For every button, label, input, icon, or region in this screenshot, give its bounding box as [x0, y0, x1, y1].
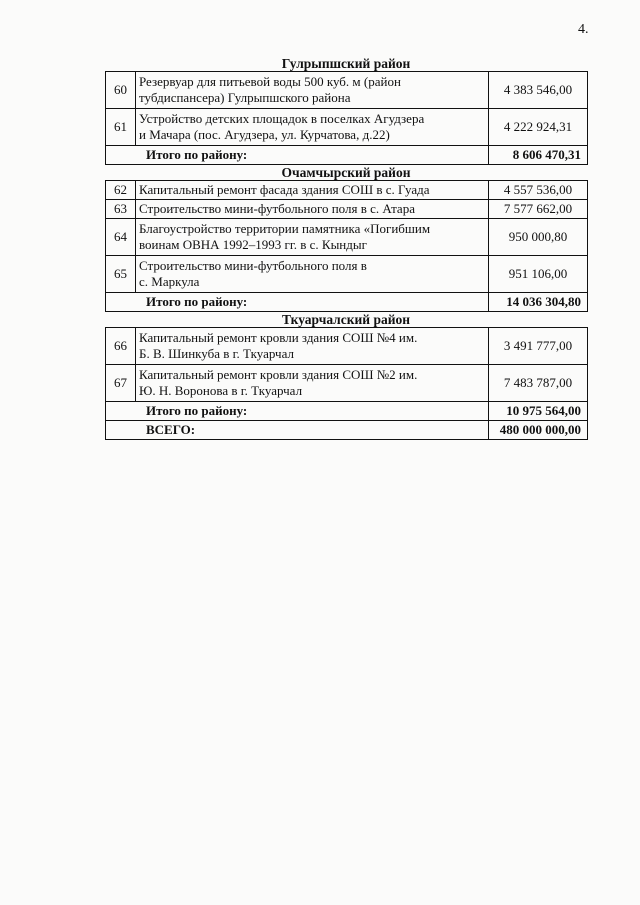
grand-total-row [106, 421, 588, 440]
row-number: 62 [106, 181, 136, 200]
row-amount: 951 106,00 [489, 256, 588, 293]
row-number: 67 [106, 365, 136, 402]
row-amount: 7 577 662,00 [489, 200, 588, 219]
total-amount: 14 036 304,80 [489, 293, 588, 312]
row-amount: 3 491 777,00 [489, 328, 588, 365]
section-title: Очамчырский район [281, 165, 411, 180]
total-amount: 8 606 470,31 [489, 146, 588, 165]
row-description: Резервуар для питьевой воды 500 куб. м (район тубдиспансера) Гулрыпшского района [136, 72, 489, 109]
row-number: 66 [106, 328, 136, 365]
grand-total-label: ВСЕГО: [106, 421, 489, 440]
row-description: Капитальный ремонт кровли здания СОШ №4 им. Б. В. Шинкуба в г. Ткуарчал [136, 328, 489, 365]
row-number: 63 [106, 200, 136, 219]
page-number: 4. [578, 22, 589, 37]
row-description: Строительство мини-футбольного поля в с. Маркула [136, 256, 489, 293]
section-table [105, 327, 588, 440]
total-amount: 10 975 564,00 [489, 402, 588, 421]
row-description: Устройство детских площадок в поселках Агудзера и Мачара (пос. Агудзера, ул. Курчатова, д.22) [136, 109, 489, 146]
section-title: Гулрыпшский район [281, 56, 411, 71]
total-label: Итого по району: [106, 146, 489, 165]
table-row [106, 200, 588, 219]
section-title: Ткуарчалский район [281, 312, 411, 327]
table-row [106, 328, 588, 365]
grand-total-amount: 480 000 000,00 [489, 421, 588, 440]
table-row [106, 365, 588, 402]
row-amount: 4 383 546,00 [489, 72, 588, 109]
section-table [105, 180, 588, 312]
row-amount: 4 557 536,00 [489, 181, 588, 200]
table-row [106, 109, 588, 146]
budget-table-document [105, 56, 587, 440]
row-description: Капитальный ремонт кровли здания СОШ №2 им. Ю. Н. Воронова в г. Ткуарчал [136, 365, 489, 402]
row-amount: 7 483 787,00 [489, 365, 588, 402]
total-label: Итого по району: [106, 402, 489, 421]
section-table [105, 71, 588, 165]
district-total-row [106, 293, 588, 312]
table-row [106, 181, 588, 200]
row-number: 61 [106, 109, 136, 146]
row-description: Благоустройство территории памятника «Погибшим воинам ОВНА 1992–1993 гг. в с. Кындыг [136, 219, 489, 256]
row-description: Строительство мини-футбольного поля в с. Атара [136, 200, 489, 219]
row-number: 65 [106, 256, 136, 293]
total-label: Итого по району: [106, 293, 489, 312]
district-total-row [106, 146, 588, 165]
row-amount: 4 222 924,31 [489, 109, 588, 146]
row-number: 60 [106, 72, 136, 109]
row-amount: 950 000,80 [489, 219, 588, 256]
table-row [106, 72, 588, 109]
row-number: 64 [106, 219, 136, 256]
table-row [106, 256, 588, 293]
district-total-row [106, 402, 588, 421]
table-row [106, 219, 588, 256]
row-description: Капитальный ремонт фасада здания СОШ в с. Гуада [136, 181, 489, 200]
